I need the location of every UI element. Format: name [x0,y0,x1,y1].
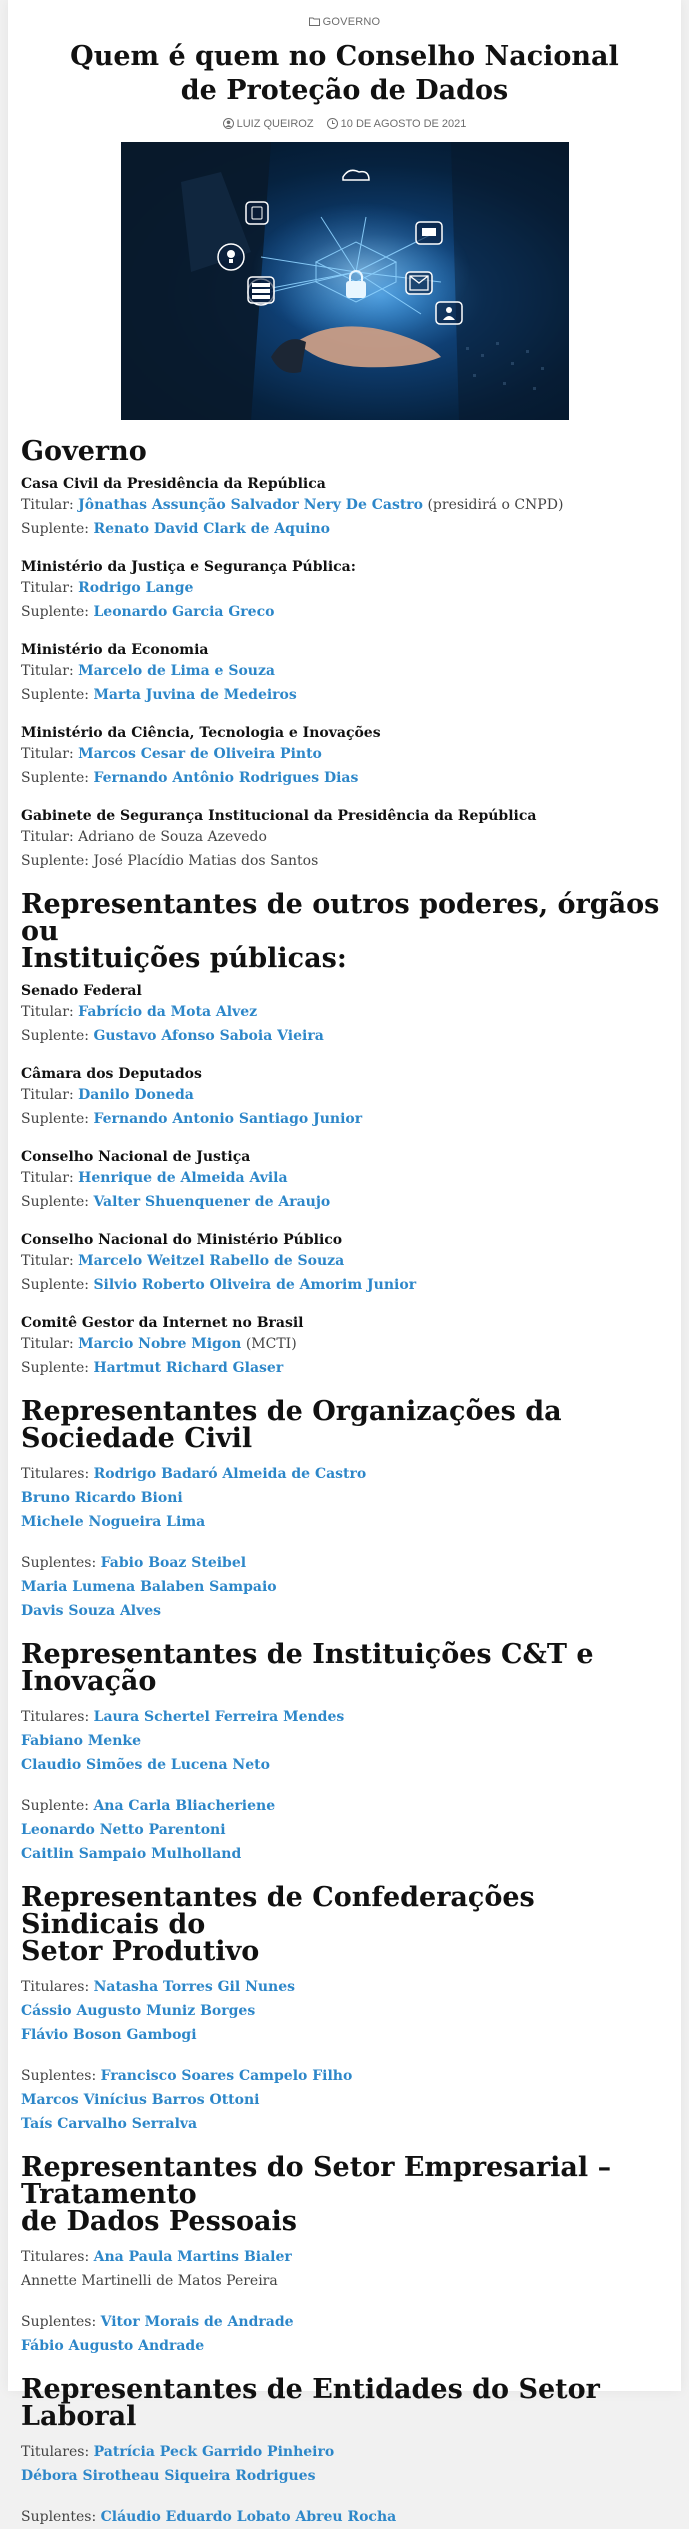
names-line [21,1462,668,1486]
titular-line [21,1332,668,1356]
names-line [21,2088,668,2112]
post-date [327,118,467,130]
member-link[interactable]: Jônathas Assunção Salvador Nery De Castro [78,497,424,513]
section-heading-laboral: Representantes de Entidades do Setor Laboral [21,2374,600,2432]
member-link[interactable]: Fábio Augusto Andrade [21,2338,205,2354]
suplentes-group [21,1794,668,1866]
names-line [21,2245,668,2269]
titulares-group [21,2440,668,2488]
member-link[interactable]: Flávio Boson Gambogi [21,2027,197,2043]
org-name: Ministério da Economia [21,642,209,658]
names-line [21,2269,668,2293]
role-label: Titular: [21,663,74,679]
names-line [21,1486,668,1510]
member-link[interactable]: Marcos Vinícius Barros Ottoni [21,2092,260,2108]
org-block-cgi [21,1314,668,1380]
member-link[interactable]: Renato David Clark de Aquino [93,521,330,537]
author-link[interactable] [223,118,314,130]
names-line [21,1818,668,1842]
titular-line [21,1166,668,1190]
member-link[interactable]: Fabio Boaz Steibel [100,1555,247,1571]
org-name: Conselho Nacional do Ministério Público [21,1232,343,1248]
member-link[interactable]: Marta Juvina de Medeiros [93,687,297,703]
names-line [21,1842,668,1866]
names-line [21,1551,668,1575]
section-heading-poderes [21,891,668,972]
names-line [21,1999,668,2023]
role-note: (MCTI) [245,1336,297,1352]
member-link[interactable]: Claudio Simões de Lucena Neto [21,1757,270,1773]
titular-line [21,825,668,849]
role-label: Suplente: [21,1360,89,1376]
suplentes-group [21,2310,668,2358]
heading-line: Representantes do Setor Empresarial – Tratamento [21,2152,612,2210]
titular-line [21,742,668,766]
suplentes-group [21,2505,668,2529]
names-line [21,2310,668,2334]
titular-line [21,493,668,517]
org-block-economia [21,641,668,707]
article-meta [8,118,681,130]
member-link[interactable]: Michele Nogueira Lima [21,1514,206,1530]
org-name: Câmara dos Deputados [21,1066,202,1082]
org-block-camara [21,1065,668,1131]
folder-icon [309,17,320,26]
role-label: Titulares: [21,2444,90,2460]
org-block-senado [21,982,668,1048]
member-link[interactable]: Maria Lumena Balaben Sampaio [21,1579,277,1595]
member-link[interactable]: Silvio Roberto Oliveira de Amorim Junior [93,1277,417,1293]
names-line [21,2505,668,2529]
suplente-line [21,1107,668,1131]
names-line [21,1705,668,1729]
suplentes-group [21,1551,668,1623]
role-label: Titular: [21,1336,74,1352]
names-line [21,2464,668,2488]
role-label: Titular: [21,829,74,845]
suplente-line [21,766,668,790]
role-label: Titular: [21,1004,74,1020]
member-link[interactable]: Davis Souza Alves [21,1603,162,1619]
member-link[interactable]: Natasha Torres Gil Nunes [93,1979,296,1995]
role-label: Titular: [21,580,74,596]
org-block-casa-civil [21,475,668,541]
org-block-cnj [21,1148,668,1214]
titulares-group [21,1705,668,1777]
role-note: (presidirá o CNPD) [427,497,564,513]
titulares-group [21,1975,668,2047]
role-label: Titulares: [21,1979,90,1995]
role-label: Suplente: [21,1111,89,1127]
org-name: Conselho Nacional de Justiça [21,1149,251,1165]
names-line [21,1575,668,1599]
org-block-mjsp [21,558,668,624]
org-block-gsi [21,807,668,873]
member-link[interactable]: Leonardo Garcia Greco [93,604,275,620]
names-line [21,1794,668,1818]
names-line [21,1975,668,1999]
member-link[interactable]: Marcelo Weitzel Rabello de Souza [78,1253,345,1269]
member-link[interactable]: Hartmut Richard Glaser [93,1360,284,1376]
org-name: Senado Federal [21,983,142,999]
suplente-line [21,849,668,873]
names-line [21,1599,668,1623]
titulares-group [21,2245,668,2293]
suplente-line [21,600,668,624]
member-name: Annette Martinelli de Matos Pereira [21,2273,278,2289]
org-name: Ministério da Ciência, Tecnologia e Inovações [21,725,381,741]
member-link[interactable]: Cláudio Eduardo Lobato Abreu Rocha [100,2509,397,2525]
member-link[interactable]: Leonardo Netto Parentoni [21,1822,226,1838]
heading-line: Instituições públicas: [21,943,347,974]
titular-line [21,1249,668,1273]
role-label: Suplente: [21,1277,89,1293]
member-link[interactable]: Fabiano Menke [21,1733,142,1749]
suplente-line [21,1273,668,1297]
member-link[interactable]: Ana Carla Bliacheriene [93,1798,276,1814]
role-label: Titulares: [21,2249,90,2265]
role-label: Suplentes: [21,2068,97,2084]
suplente-line [21,1024,668,1048]
member-link[interactable]: Bruno Ricardo Bioni [21,1490,183,1506]
role-label: Suplente: [21,770,89,786]
heading-line: Representantes de Confederações Sindicais do [21,1882,535,1940]
names-line [21,2064,668,2088]
member-link[interactable]: Marcelo de Lima e Souza [78,663,275,679]
suplentes-group [21,2064,668,2136]
member-link[interactable]: Gustavo Afonso Saboia Vieira [93,1028,324,1044]
role-label: Titular: [21,1087,74,1103]
author-name: LUIZ QUEIROZ [236,118,314,130]
data-protection-illustration [121,142,569,420]
member-link[interactable]: Cássio Augusto Muniz Borges [21,2003,256,2019]
article-body [8,438,681,2529]
role-label: Suplente: [21,687,89,703]
names-line [21,1753,668,1777]
suplente-line [21,1356,668,1380]
member-name: Adriano de Souza Azevedo [78,829,267,845]
suplente-line [21,1190,668,1214]
member-link[interactable]: Débora Sirotheau Siqueira Rodrigues [21,2468,316,2484]
role-label: Suplente: [21,521,89,537]
member-link[interactable]: Fabrício da Mota Alvez [78,1004,258,1020]
names-line [21,2023,668,2047]
role-label: Suplentes: [21,2314,97,2330]
titulares-group [21,1462,668,1534]
category-label: GOVERNO [322,16,381,28]
member-name: José Placídio Matias dos Santos [93,853,319,869]
article-title: Quem é quem no Conselho Nacional de Proteção de Dados [70,41,619,106]
role-label: Suplente: [21,1798,89,1814]
member-link[interactable]: Marcos Cesar de Oliveira Pinto [78,746,322,762]
titular-line [21,1000,668,1024]
names-line [21,2334,668,2358]
member-link[interactable]: Vitor Morais de Andrade [100,2314,294,2330]
suplente-line [21,683,668,707]
suplente-line [21,517,668,541]
role-label: Titular: [21,1170,74,1186]
member-link[interactable]: Francisco Soares Campelo Filho [100,2068,353,2084]
member-link[interactable]: Caitlin Sampaio Mulholland [21,1846,242,1862]
names-line [21,2440,668,2464]
role-label: Suplentes: [21,2509,97,2525]
member-link[interactable]: Henrique de Almeida Avila [78,1170,288,1186]
clock-icon [327,118,338,129]
member-link[interactable]: Fernando Antônio Rodrigues Dias [93,770,359,786]
heading-line: Setor Produtivo [21,1936,260,1967]
member-link[interactable]: Marcio Nobre Migon [78,1336,242,1352]
role-label: Titular: [21,497,74,513]
org-name: Ministério da Justiça e Segurança Pública: [21,559,356,575]
role-label: Suplentes: [21,1555,97,1571]
section-heading-confederacoes [21,1884,668,1965]
featured-image [121,142,569,420]
date-text: 10 DE AGOSTO DE 2021 [340,118,467,130]
member-link[interactable]: Danilo Doneda [78,1087,194,1103]
org-name: Gabinete de Segurança Institucional da Presidência da República [21,808,537,824]
category-link[interactable] [8,0,681,28]
role-label: Titulares: [21,1709,90,1725]
member-link[interactable]: Laura Schertel Ferreira Mendes [93,1709,345,1725]
heading-line: de Dados Pessoais [21,2206,297,2237]
titular-line [21,1083,668,1107]
section-heading-sociedade-civil: Representantes de Organizações da Sociedade Civil [21,1396,562,1454]
member-link[interactable]: Ana Paula Martins Bialer [93,2249,292,2265]
role-label: Suplente: [21,1028,89,1044]
org-block-cnmp [21,1231,668,1297]
role-label: Suplente: [21,1194,89,1210]
section-heading-ct-inovacao: Representantes de Instituições C&T e Inovação [21,1639,594,1697]
titular-line [21,659,668,683]
org-name: Casa Civil da Presidência da República [21,476,326,492]
member-link[interactable]: Fernando Antonio Santiago Junior [93,1111,363,1127]
org-block-mcti [21,724,668,790]
org-name: Comitê Gestor da Internet no Brasil [21,1315,304,1331]
member-link[interactable]: Patrícia Peck Garrido Pinheiro [93,2444,335,2460]
role-label: Suplente: [21,604,89,620]
role-label: Titular: [21,746,74,762]
member-link[interactable]: Valter Shuenquener de Araujo [93,1194,331,1210]
user-icon [223,118,234,129]
titular-line [21,576,668,600]
heading-line: Representantes de outros poderes, órgãos ou [21,889,660,947]
role-label: Titular: [21,1253,74,1269]
role-label: Titulares: [21,1466,90,1482]
member-link[interactable]: Rodrigo Badaró Almeida de Castro [93,1466,367,1482]
names-line [21,2112,668,2136]
member-link[interactable]: Taís Carvalho Serralva [21,2116,198,2132]
article-page [8,0,681,2525]
names-line [21,1510,668,1534]
section-heading-governo: Governo [21,436,147,467]
role-label: Suplente: [21,853,89,869]
section-heading-empresarial [21,2154,668,2235]
names-line [21,1729,668,1753]
member-link[interactable]: Rodrigo Lange [78,580,194,596]
